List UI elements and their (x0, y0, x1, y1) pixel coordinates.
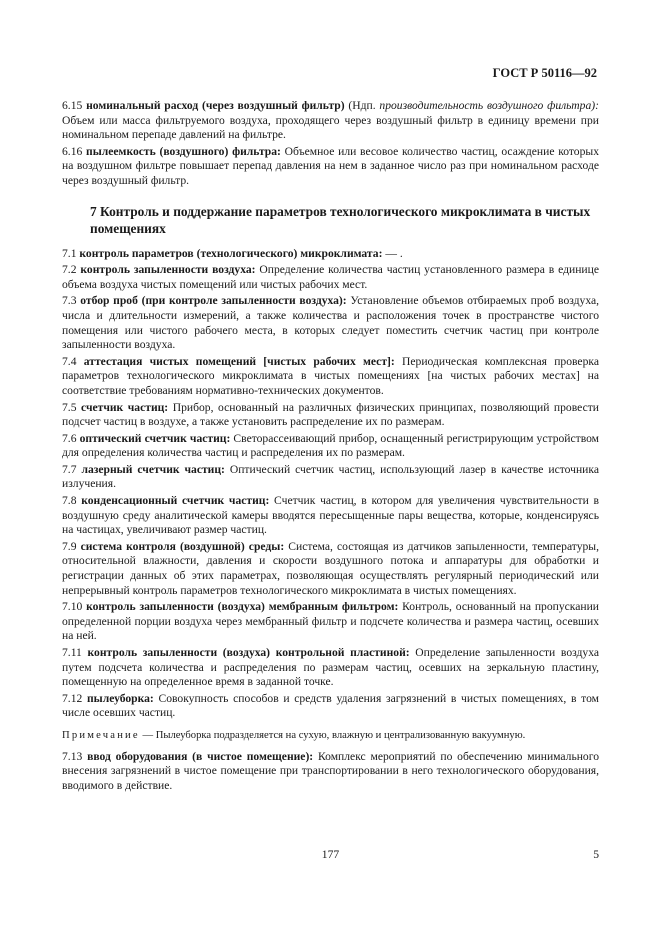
entry-definition: Установление объемов отбираемых проб воздуха, числа и длительности измерений, а также количества и расположения точек в пространстве чистого помещения или чистого рабочего места, в которых следует поместить счетчик частиц при контроле запыленности воздуха. (62, 294, 600, 352)
entry-term: контроль запыленности воздуха: (80, 263, 256, 277)
entry-alt-term: производительность воздушного фильтра): (379, 99, 599, 112)
term-entry (62, 692, 599, 721)
document-body (62, 99, 599, 795)
entry-number: 7.1 (62, 246, 77, 260)
entry-definition: Счетчик частиц, в котором для увеличения чувствительности в воздушную среду аналитической камеры вводятся пересыщенные пары вещества, которые, конденсируясь на частицах, увеличивают размер частиц. (62, 494, 599, 537)
entry-term: пылеемкость (воздушного) фильтра: (86, 144, 281, 158)
note-text: — Пылеуборка подразделяется на сухую, влажную и централизованную вакуумную. (139, 729, 526, 741)
entry-term: пылеуборка: (86, 691, 154, 705)
term-entry (62, 247, 599, 262)
entry-number: 7.6 (62, 431, 77, 445)
term-entry (62, 432, 599, 461)
term-entry (62, 294, 599, 352)
section-title: 7 Контроль и поддержание параметров технологического микроклимата в чистых помещениях (90, 203, 591, 236)
entry-number: 7.11 (62, 646, 82, 659)
entry-term: контроль запыленности (воздуха) контрольной пластиной: (87, 646, 410, 659)
term-entry (62, 463, 599, 492)
entry-term: контроль запыленности (воздуха) мембранным фильтром: (86, 600, 399, 614)
entry-term: ввод оборудования (в чистое помещение): (87, 749, 314, 763)
entry-definition: Совокупность способов и средств удаления загрязнений в чистых помещениях, в том числе осевших частиц. (62, 691, 599, 720)
term-entry (62, 145, 599, 189)
entry-definition: Объем или масса фильтруемого воздуха, проходящего через воздушный фильтр в единицу времени при номинальном перепаде давлений на фильтре. (62, 113, 599, 142)
entry-term: отбор проб (при контроле запыленности воздуха): (80, 294, 347, 308)
term-entry (62, 750, 599, 794)
term-entry (62, 494, 599, 538)
entry-number: 7.10 (62, 600, 83, 614)
entry-term: оптический счетчик частиц: (79, 431, 231, 445)
entry-number: 7.13 (62, 749, 83, 763)
term-entry (62, 600, 599, 644)
entry-definition: Контроль, основанный на пропускании определенной порции воздуха через мембранный фильтр и подсчете количества и размера частиц, осевших на ней. (62, 600, 599, 643)
page-number: 5 (593, 848, 599, 861)
entry-number: 7.8 (62, 494, 77, 508)
entry-definition: Комплекс мероприятий по обеспечению минимального внесения загрязнений в чистое помещение при транспортировании в него технологического оборудования, вводимого в действие. (62, 749, 599, 792)
entry-definition: Определение запыленности воздуха путем подсчета количества и распределения по размерам частиц, осевших на зеркальную пластину, помещенную на определенное время в заданной точке. (62, 646, 599, 689)
term-list (62, 247, 599, 721)
sheet-number: 177 (321, 848, 340, 861)
note (62, 729, 599, 744)
entry-term: номинальный расход (через воздушный фильтр) (86, 99, 345, 112)
entry-number: 6.15 (62, 99, 83, 112)
entry-definition: Прибор, основанный на различных физических принципах, позволяющий провести подсчет частиц в воздухе, а также установить распределение их по размерам. (62, 400, 599, 429)
term-entry (62, 540, 599, 598)
entry-term: контроль параметров (технологического) микроклимата: (79, 246, 383, 260)
entry-number: 7.3 (62, 294, 77, 308)
entry-number: 7.7 (62, 462, 77, 476)
entry-paren: (Ндп. (344, 99, 380, 112)
term-entry (62, 401, 599, 430)
entry-term: счетчик частиц: (81, 400, 169, 414)
entry-definition: Объемное или весовое количество частиц, осаждение которых на воздушном фильтре повышает перепад давления на нем в заданное число раз при номинальном расходе через воздушный фильтр. (62, 144, 599, 187)
entry-number: 6.16 (62, 144, 83, 158)
entry-number: 7.9 (62, 539, 77, 553)
term-entry (62, 99, 599, 143)
document-header: ГОСТ Р 50116—92 (492, 66, 597, 80)
entry-number: 7.2 (62, 263, 77, 277)
entry-number: 7.5 (62, 400, 77, 414)
term-entry (62, 355, 599, 399)
entry-term: конденсационный счетчик частиц: (81, 494, 270, 508)
entry-term: лазерный счетчик частиц: (81, 462, 225, 476)
entry-number: 7.4 (62, 354, 77, 368)
entry-definition: Оптический счетчик частиц, использующий лазер в качестве источника излучения. (62, 462, 599, 491)
entry-definition: Система, состоящая из датчиков запыленности, температуры, относительной влажности, давления и скорости воздушного потока и аппаратуры для обработки и регистрации данных об этих параметрах, позволяющая осуществлять регулярный периодический или непрерывный контроль параметров технологического микроклимата в чистых помещениях. (62, 539, 600, 597)
term-entry (62, 646, 599, 690)
entry-definition: Периодическая комплексная проверка параметров технологического микроклимата в чистых помещениях [на чистых рабочих местах] на соответствие требованиям нормативно-технических документов. (62, 354, 599, 397)
entry-definition: — . (382, 246, 403, 260)
term-entry (62, 263, 599, 292)
entry-definition: Определение количества частиц установленного размера в единице объема воздуха чистых помещений или чистых рабочих мест. (62, 263, 599, 291)
entry-definition: Светорассеивающий прибор, оснащенный регистрирующим устройством для определения количества частиц и распределения их по размерам. (62, 431, 600, 460)
entry-term: аттестация чистых помещений [чистых рабочих мест]: (83, 354, 395, 368)
entry-number: 7.12 (62, 691, 83, 705)
entry-term: система контроля (воздушной) среды: (80, 539, 285, 553)
note-label: Примечание (62, 729, 140, 741)
